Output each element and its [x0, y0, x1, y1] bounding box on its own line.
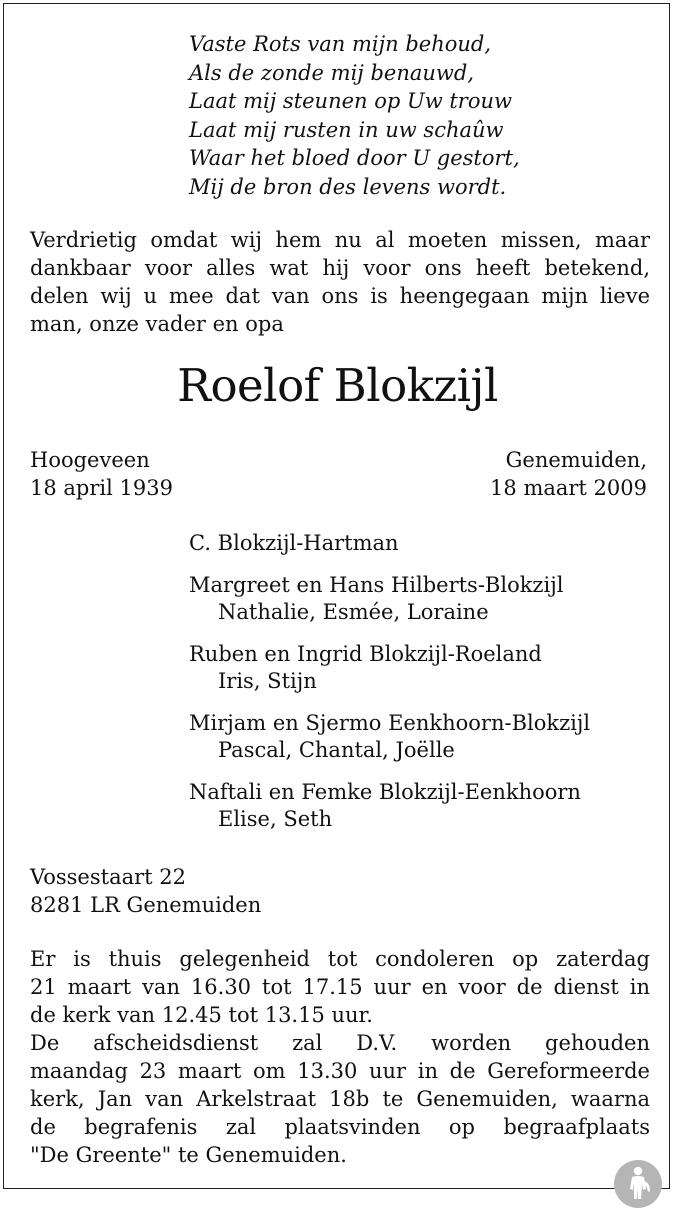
intro-line: delen wij u mee dat van ons is heengegaan mijn lieve	[30, 284, 650, 308]
poem	[189, 30, 520, 201]
poem-line: Mij de bron des levens wordt.	[189, 174, 507, 199]
intro-line: man, onze vader en opa	[30, 312, 284, 336]
family-list	[189, 530, 590, 848]
condolence-line: 21 maart van 16.30 tot 17.15 uur en voor de dienst in	[30, 975, 650, 999]
intro-line: dankbaar voor alles wat hij voor ons heeft betekend,	[30, 256, 650, 280]
condolence-line: de kerk van 12.45 tot 13.15 uur.	[30, 1003, 373, 1027]
poem-line: Als de zonde mij benauwd,	[189, 60, 475, 85]
condolence-line: maandag 23 maart om 13.30 uur in de Gereformeerde	[30, 1059, 650, 1083]
death-date: 18 maart 2009	[490, 476, 647, 500]
family-group	[189, 710, 590, 765]
poem-line: Vaste Rots van mijn behoud,	[189, 32, 492, 56]
condolence-line: Er is thuis gelegenheid tot condoleren op zaterdag	[30, 947, 650, 971]
family-children: Pascal, Chantal, Joëlle	[218, 738, 455, 762]
birth-date: 18 april 1939	[30, 476, 173, 500]
family-couple: Ruben en Ingrid Blokzijl-Roeland	[189, 641, 542, 666]
family-group	[189, 779, 590, 834]
address-street: Vossestaart 22	[30, 865, 186, 889]
family-children: Nathalie, Esmée, Loraine	[218, 600, 489, 624]
family-couple: Mirjam en Sjermo Eenkhoorn-Blokzijl	[189, 710, 591, 735]
condolence-line: De afscheidsdienst zal D.V. worden gehouden	[30, 1031, 650, 1055]
deceased-name: Roelof Blokzijl	[177, 359, 498, 412]
family-group	[189, 530, 590, 558]
death-place: Genemuiden,	[505, 448, 647, 472]
address-city: 8281 LR Genemuiden	[30, 893, 262, 917]
condolence-line: "De Greente" te Genemuiden.	[30, 1143, 347, 1167]
family-children: Iris, Stijn	[218, 669, 317, 693]
memorial-figure-icon	[613, 1159, 663, 1209]
intro-text	[30, 226, 650, 338]
birth-info	[30, 446, 173, 502]
family-couple: Margreet en Hans Hilberts-Blokzijl	[189, 572, 564, 597]
death-info	[490, 446, 647, 502]
poem-line: Laat mij steunen op Uw trouw	[189, 89, 512, 113]
obituary-card	[3, 3, 670, 1189]
birth-place: Hoogeveen	[30, 448, 150, 472]
family-group	[189, 572, 590, 627]
family-couple: Naftali en Femke Blokzijl-Eenkhoorn	[189, 779, 581, 804]
condolence-text	[30, 945, 650, 1169]
poem-line: Waar het bloed door U gestort,	[189, 146, 520, 170]
poem-line: Laat mij rusten in uw schaûw	[189, 117, 504, 142]
condolence-line: kerk, Jan van Arkelstraat 18b te Genemuiden, waarna	[30, 1087, 650, 1111]
condolence-line: de begrafenis zal plaatsvinden op begraafplaats	[30, 1115, 650, 1139]
family-group	[189, 641, 590, 696]
family-children: Elise, Seth	[218, 807, 333, 831]
address	[30, 863, 261, 919]
intro-line: Verdrietig omdat wij hem nu al moeten missen, maar	[30, 228, 650, 252]
family-couple: C. Blokzijl-Hartman	[189, 531, 399, 555]
